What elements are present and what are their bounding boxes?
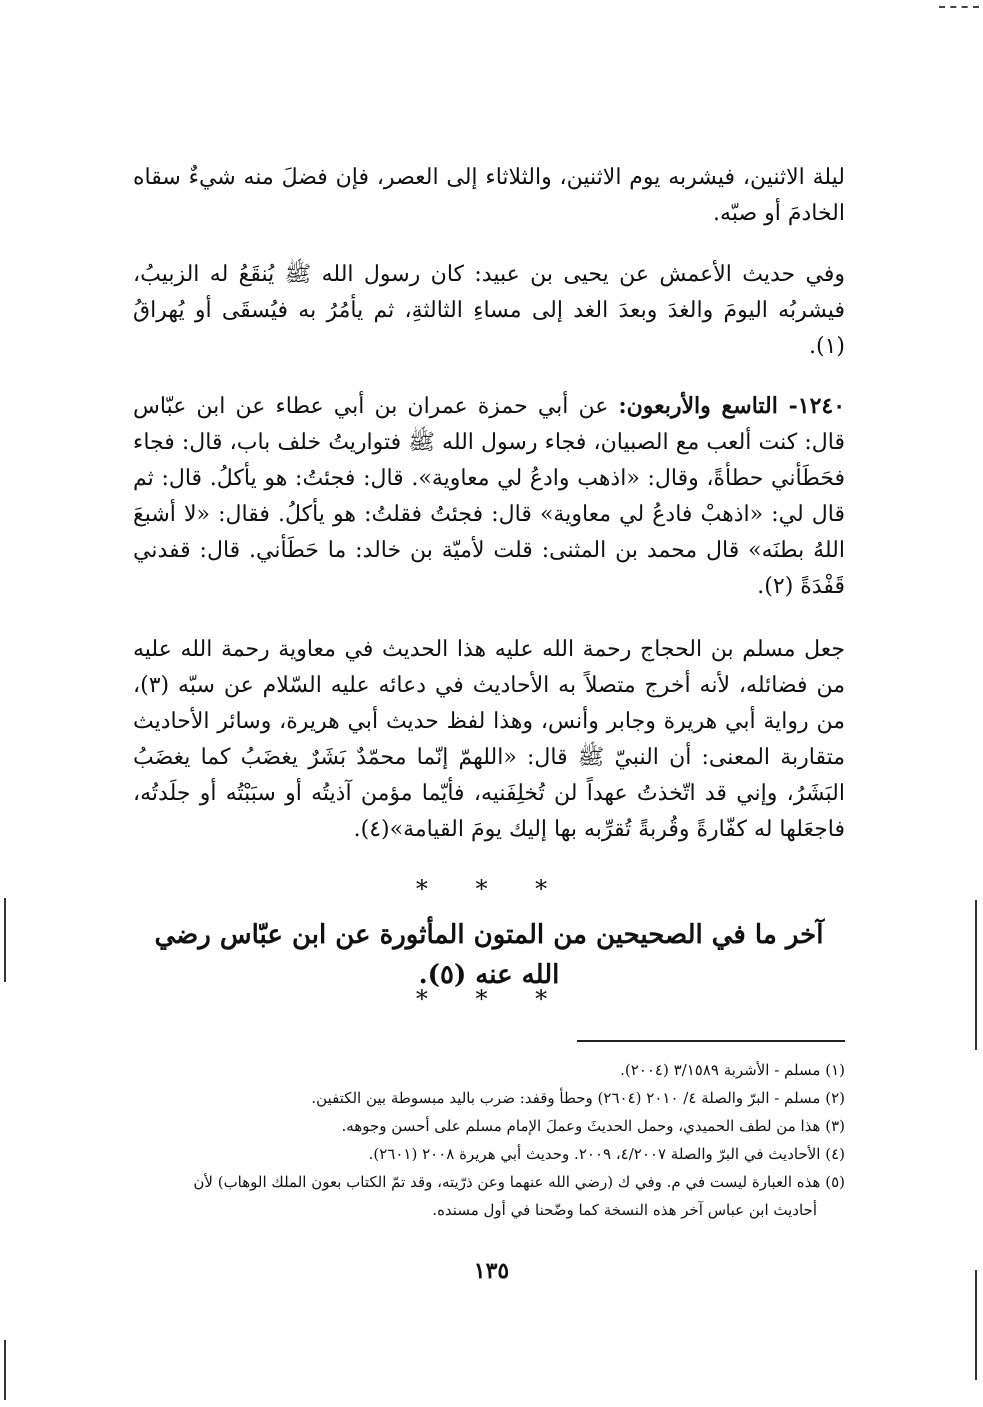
footnote-5: (٥) هذه العبارة ليست في م. وفي ك (رضي الله عنهما وعن ذرّيته، وقد تمّ الكتاب بعون الملك الوهاب) لأن xyxy=(193,1173,845,1191)
closing-statement: آخر ما في الصحيحين من المتون المأثورة عن ابن عبّاس رضي الله عنه (٥). xyxy=(154,920,824,990)
footnote-4: (٤) الأحاديث في البرّ والصلة ٤/٢٠٠٧، ٢٠٠٩. وحديث أبي هريرة ٢٠٠٨ (٢٦٠١). xyxy=(368,1145,845,1163)
scan-edge-line xyxy=(975,1270,977,1380)
section-divider-stars: * * * xyxy=(415,985,568,1013)
hadith-heading: ١٢٤٠- التاسع والأربعون: xyxy=(618,393,846,419)
hadith-1240 xyxy=(133,388,845,605)
scan-edge-line xyxy=(975,900,977,1050)
page-number: ١٣٥ xyxy=(473,1258,510,1284)
footnote-2: (٢) مسلم - البرّ والصلة ٤/ ٢٠١٠ (٢٦٠٤) وحطأ وقفد: ضرب باليد مبسوطة بين الكتفين. xyxy=(311,1089,845,1107)
footnote-1: (١) مسلم - الأشربة ٣/١٥٨٩ (٢٠٠٤). xyxy=(620,1061,845,1079)
commentary-text: جعل مسلم بن الحجاج رحمة الله عليه هذا الحديث في معاوية رحمة الله عليه من فضائله، لأنه أخرج متصلاً به الأحاديث في دعائه عليه السّلام عن سبّه (٣)، من رواية أبي هريرة وجابر وأنس، وهذا لفظ حديث أبي هريرة، وسائر الأحاديث متقاربة المعنى: أن النبيّ ﷺ قال: «اللهمّ إنّما محمّدٌ بَشَرٌ يغضَبُ كما يغضَبُ البَشَرُ، وإني قد اتّخذتُ عهداً لن تُخلِفَنيه، فأيّما مؤمن آذيتُه أو سبَبْتُه أو جلَدتُه، فاجعَلها له كفّارةً وقُربةً تُقرِّبه بها إليك يومَ القيامة»(٤). xyxy=(133,637,845,842)
scan-edge-line xyxy=(4,1340,6,1400)
footnote-3: (٣) هذا من لطف الحميدي، وحمل الحديثَ وعملَ الإمام مسلم على أحسن وجوهه. xyxy=(341,1117,845,1135)
footnote-separator xyxy=(577,1040,845,1042)
scan-edge-mark xyxy=(939,6,979,10)
paragraph-1 xyxy=(133,160,845,232)
paragraph-2 xyxy=(133,257,845,365)
hadith-body: عن أبي حمزة عمران بن أبي عطاء عن ابن عبّاس قال: كنت ألعب مع الصبيان، فجاء رسول الله ﷺ فتواريتُ خلف باب، قال: فجاء فحَطَأني حطأةً، وقال: «اذهب وادعُ لي معاوية». قال: فجئتُ: هو يأكلُ. قال: ثم قال لي: «اذهبْ فادعُ لي معاوية» قال: فجئتُ فقلتُ: هو يأكلُ. فقال: «لا أشبعَ اللهُ بطنَه» قال محمد بن المثنى: قلت لأميّة بن خالد: ما حَطَأني. قال: قفدني قَفْدَةً (٢). xyxy=(133,394,845,599)
paragraph-1-text: ليلة الاثنين، فيشربه يوم الاثنين، والثلاثاء إلى العصر، فإن فضلَ منه شيءٌ سقاه الخادمَ أو صبّه. xyxy=(133,165,845,226)
hadith-1240-text xyxy=(133,388,845,605)
scan-edge-line xyxy=(4,898,6,982)
footnotes xyxy=(133,1056,845,1224)
commentary-paragraph xyxy=(133,632,845,848)
paragraph-2-text: وفي حديث الأعمش عن يحيى بن عبيد: كان رسول الله ﷺ يُنقَعُ له الزبيبُ، فيشربُه اليومَ والغدَ وبعدَ الغد إلى مساءِ الثالثةِ، ثم يأمُرُ به فيُسقَى أو يُهراقُ (١). xyxy=(133,262,845,359)
footnote-5-continued: أحاديث ابن عباس آخر هذه النسخة كما وضّحنا في أول مسنده. xyxy=(432,1201,817,1219)
section-divider-stars: * * * xyxy=(415,875,568,903)
